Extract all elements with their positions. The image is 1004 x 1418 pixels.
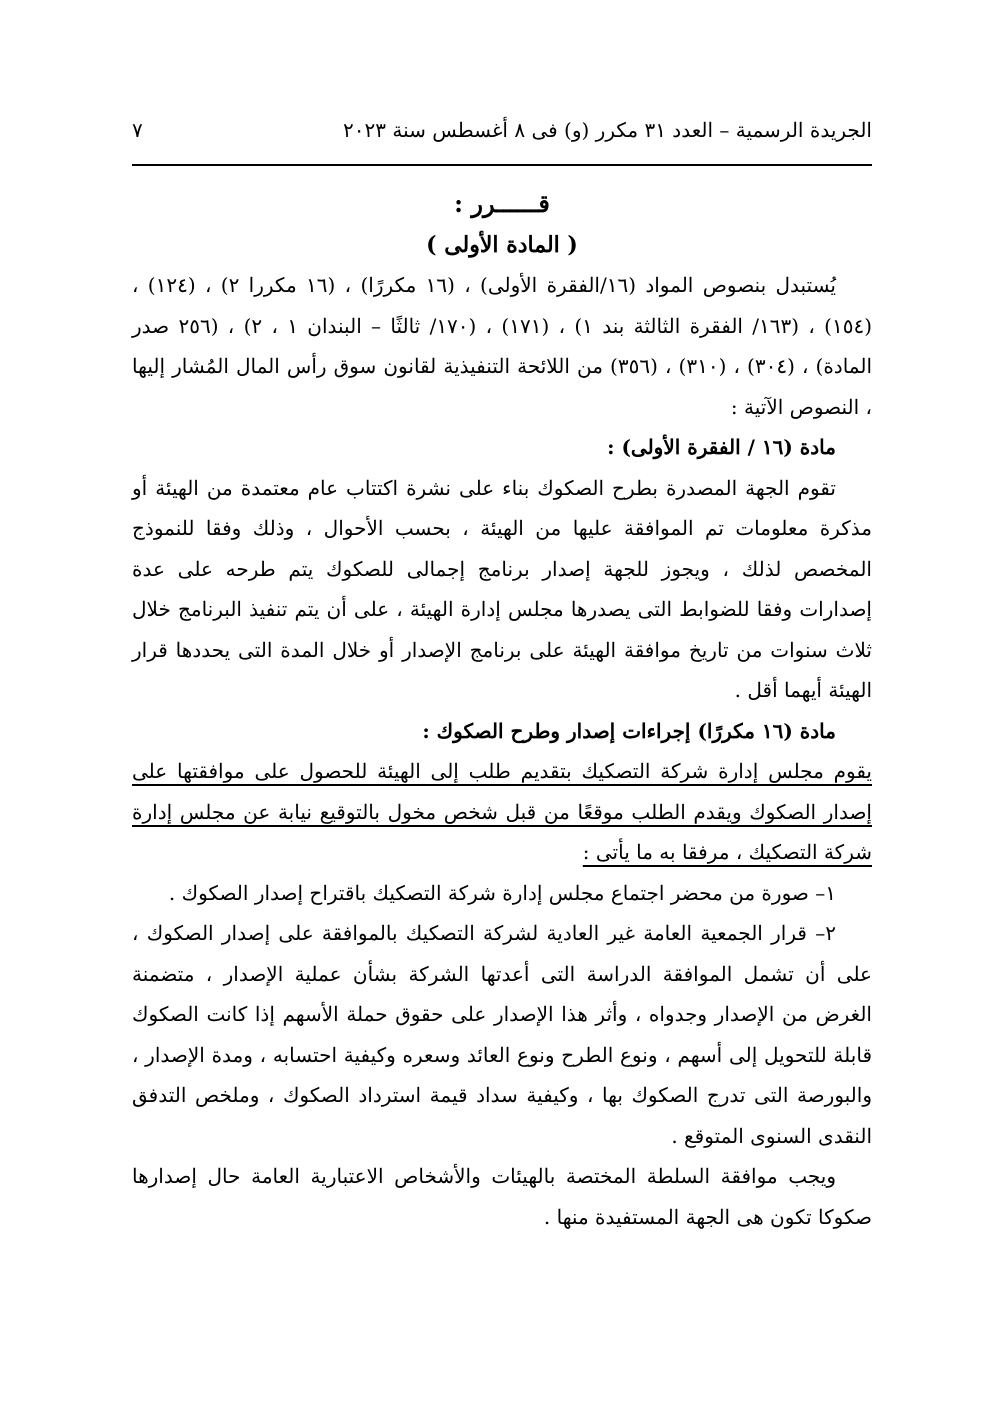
article-16bis-text xyxy=(132,751,872,873)
article-one-heading: ( المادة الأولى ) xyxy=(426,231,578,258)
article-16-title: مادة (١٦ / الفقرة الأولى) : xyxy=(607,435,836,459)
list-item-2: ٢– قرار الجمعية العامة غير العادية لشركة التصكيك بالموافقة على إصدار الصكوك ، على أن تشمل الموافقة الدراسة التى أعدتها الشركة بشأن عملية الإصدار ، متضمنة الغرض من الإصدار وجدواه ، وأثر هذا الإصدار على حقوق حملة الأسهم إذا كانت الصكوك قابلة للتحويل إلى أسهم ، ونوع الطرح ونوع العائد وسعره وكيفية احتسابه ، ومدة الإصدار ، والبورصة التى تدرج الصكوك بها ، وكيفية سداد قيمة استرداد الصكوك ، وملخص التدفق النقدى السنوى المتوقع . xyxy=(132,921,872,1148)
article-16bis-title: مادة (١٦ مكررًا) إجراءات إصدار وطرح الصكوك : xyxy=(422,718,836,743)
gazette-title: الجريدة الرسمية – العدد ٣١ مكرر (و) فى ٨ أغسطس سنة ٢٠٢٣ xyxy=(343,118,872,142)
page-header xyxy=(132,118,872,142)
intro-paragraph: يُستبدل بنصوص المواد (١٦/الفقرة الأولى) ، (١٦ مكررًا) ، (١٦ مكررا ٢) ، (١٢٤) ، (١٥٤) ، (١٦٣/ الفقرة الثالثة بند ١) ، (١٧١) ، (١٧٠/ ثالثًا – البندان ١ ، ٢) ، (٢٥٦ صدر المادة) ، (٣٠٤) ، (٣١٠) ، (٣٥٦) من اللائحة التنفيذية لقانون سوق رأس المال المُشار إليها ، النصوص الآتية : xyxy=(132,273,873,419)
article-16-text: تقوم الجهة المصدرة بطرح الصكوك بناء على نشرة اكتتاب عام معتمدة من الهيئة أو مذكرة معلومات تم الموافقة عليها من الهيئة ، بحسب الأحوال ، وذلك وفقا للنموذج المخصص لذلك ، ويجوز للجهة إصدار برنامج إجمالى للصكوك يتم طرحه على عدة إصدارات وفقا للضوابط التى يصدرها مجلس إدارة الهيئة ، على أن يتم تنفيذ البرنامج خلال ثلاث سنوات من تاريخ موافقة الهيئة على برنامج الإصدار أو خلال المدة التى يحددها قرار الهيئة أيهما أقل . xyxy=(132,475,872,702)
decision-heading: قــــــرر : xyxy=(454,189,550,218)
list-item-1: ١– صورة من محضر اجتماع مجلس إدارة شركة التصكيك باقتراح إصدار الصكوك . xyxy=(168,880,836,905)
page-number: ٧ xyxy=(132,118,143,142)
article-16bis-underlined-text: يقوم مجلس إدارة شركة التصكيك بتقديم طلب إلى الهيئة للحصول على موافقتها على إصدار الصكوك ويقدم الطلب موقعًا من قبل شخص مخول بالتوقيع نيابة عن مجلس إدارة شركة التصكيك ، مرفقا به ما يأتى : xyxy=(132,759,872,864)
final-paragraph: ويجب موافقة السلطة المختصة بالهيئات والأشخاص الاعتبارية العامة حال إصدارها صكوكا تكون هى الجهة المستفيدة منها . xyxy=(132,1164,872,1229)
document-body xyxy=(132,184,872,1237)
header-divider xyxy=(132,164,872,166)
